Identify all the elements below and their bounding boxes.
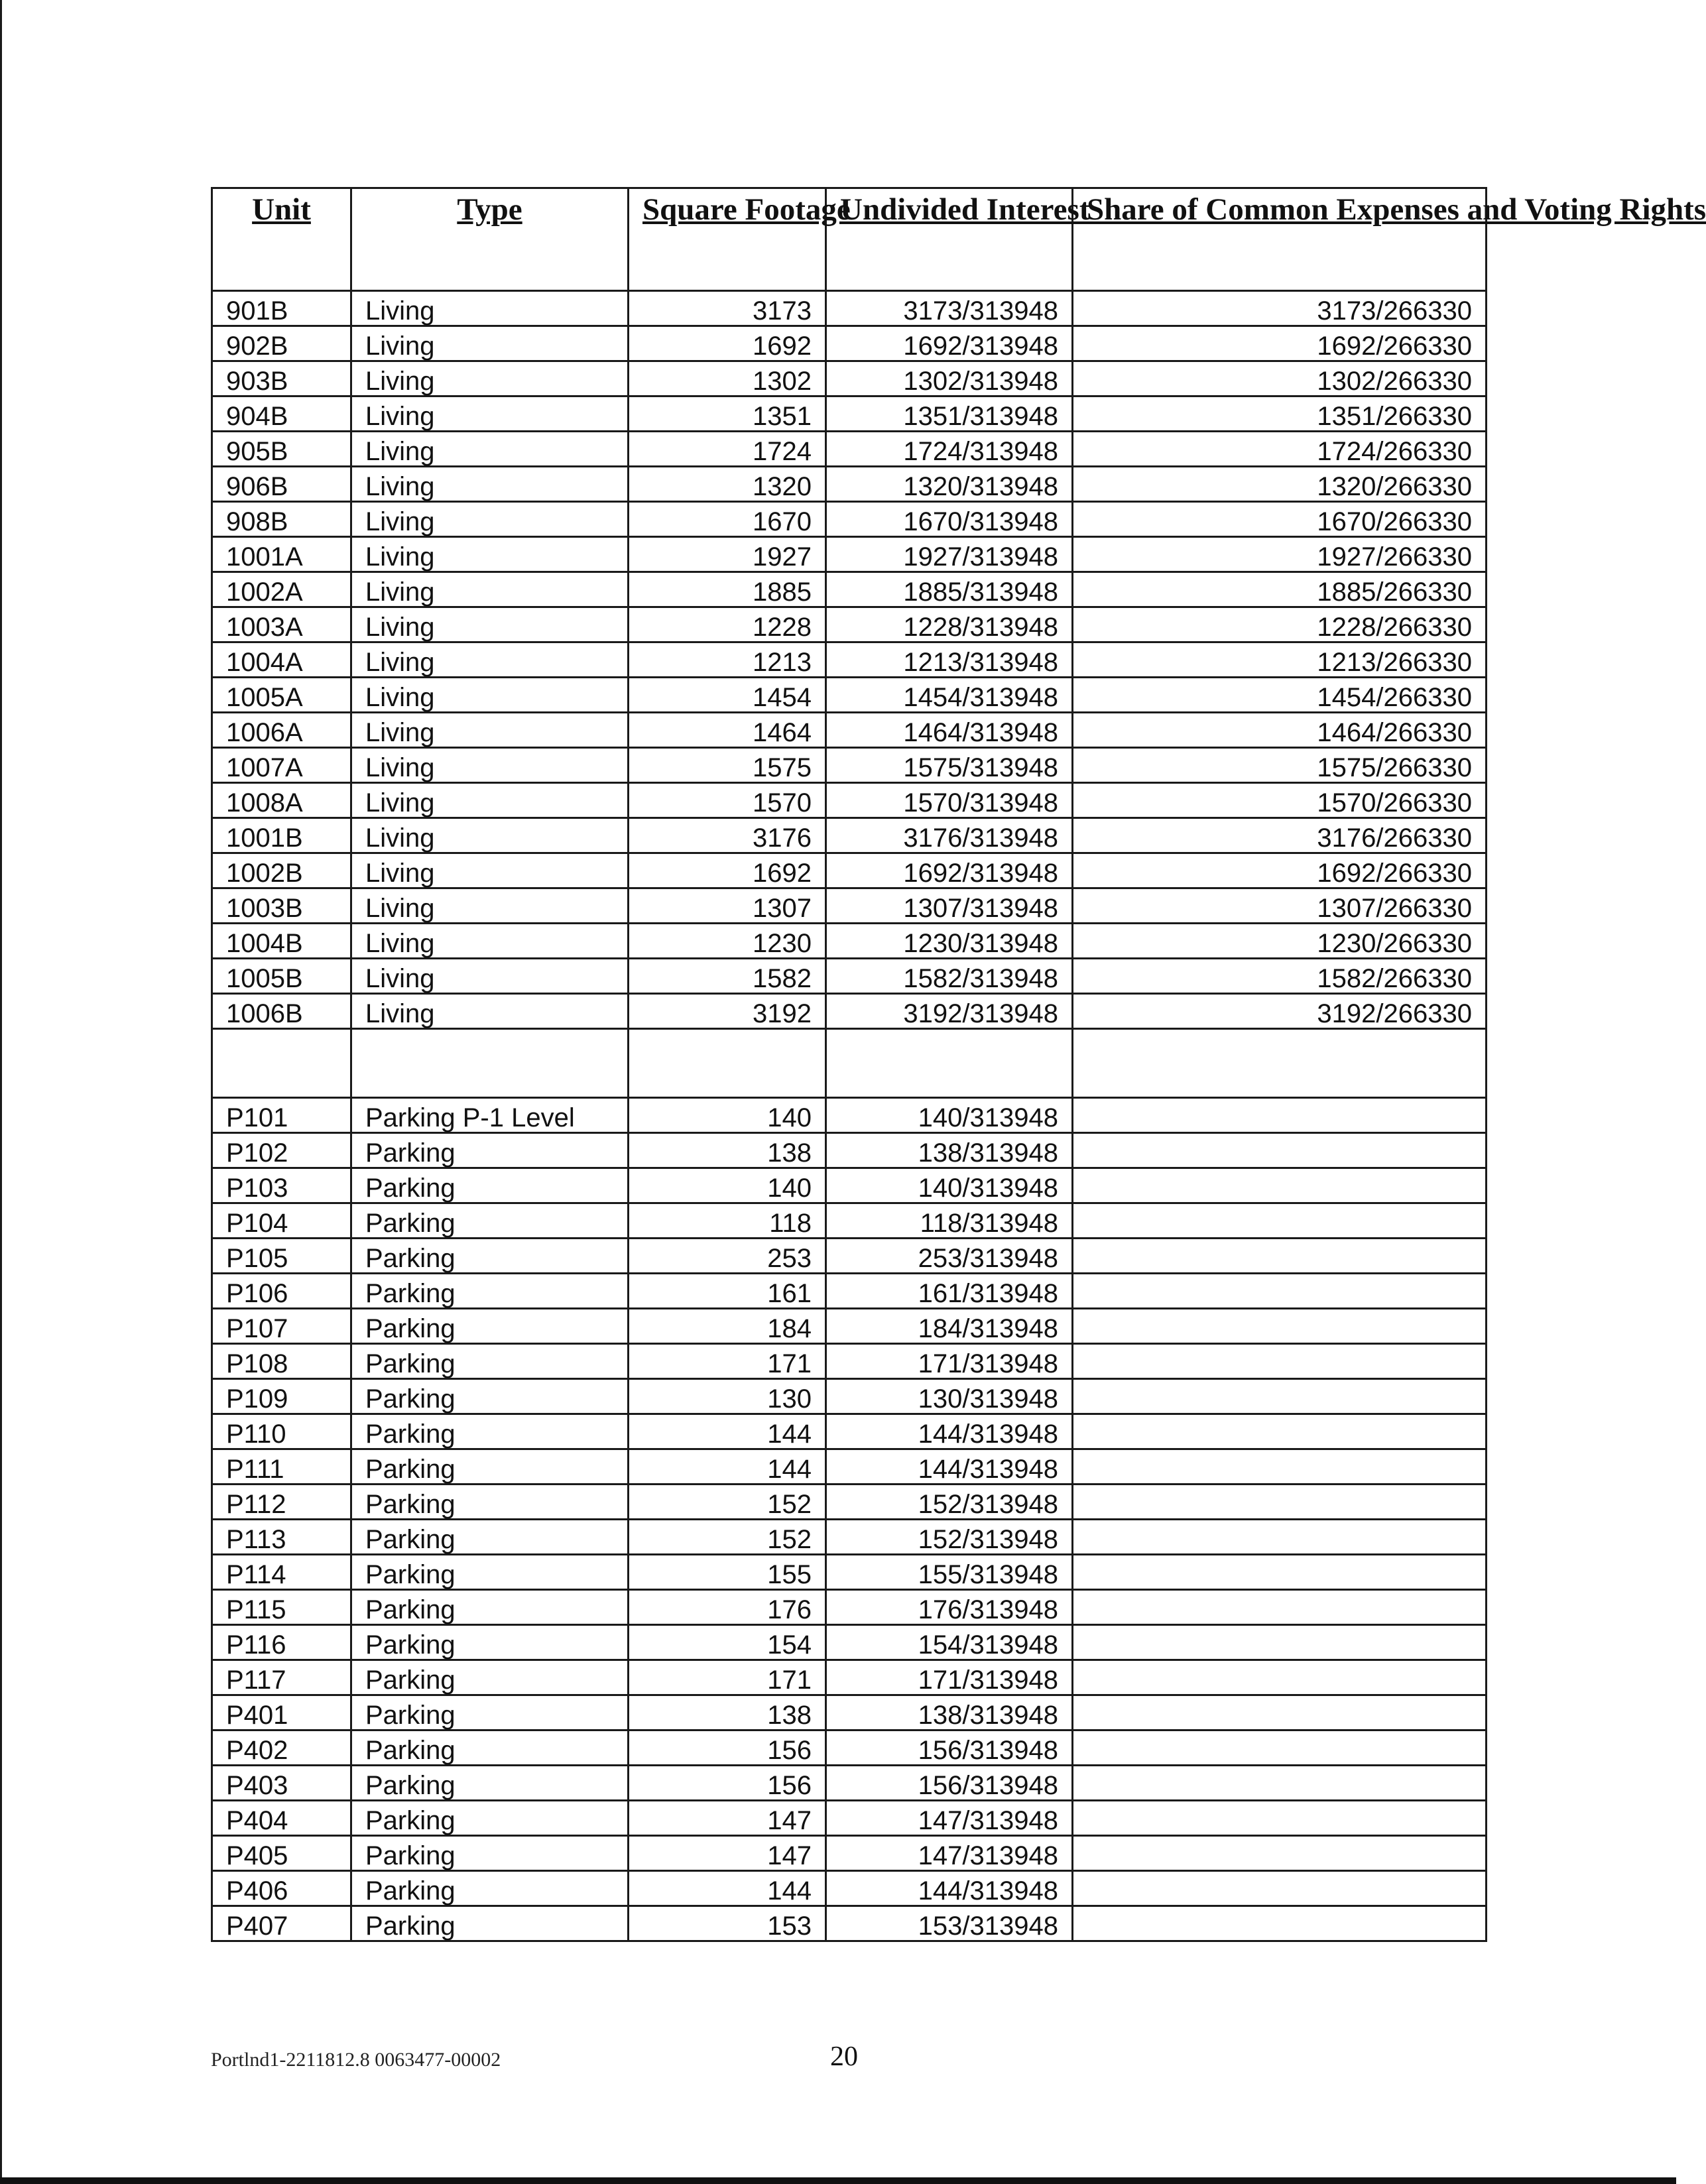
cell-share	[1073, 1555, 1487, 1590]
cell-unit: 903B	[212, 361, 351, 396]
cell-undivided-interest: 1692/313948	[826, 326, 1073, 361]
table-row	[212, 642, 1487, 678]
scan-left-border	[0, 0, 2, 2184]
cell-share	[1073, 1660, 1487, 1695]
cell-type: Parking	[351, 1133, 629, 1168]
cell-share: 1307/266330	[1073, 888, 1487, 924]
table-row	[212, 361, 1487, 396]
cell-unit: P405	[212, 1836, 351, 1871]
cell-unit: P402	[212, 1730, 351, 1766]
cell-undivided-interest: 140/313948	[826, 1168, 1073, 1203]
cell-undivided-interest: 156/313948	[826, 1766, 1073, 1801]
cell-unit: P105	[212, 1239, 351, 1274]
cell-type: Living	[351, 642, 629, 678]
cell-unit: P101	[212, 1098, 351, 1133]
cell-share: 1570/266330	[1073, 783, 1487, 818]
cell-share: 1454/266330	[1073, 678, 1487, 713]
cell-unit: 1007A	[212, 748, 351, 783]
cell-share: 1351/266330	[1073, 396, 1487, 432]
cell-undivided-interest: 144/313948	[826, 1871, 1073, 1906]
table-row	[212, 1730, 1487, 1766]
cell-unit: P104	[212, 1203, 351, 1239]
table-row	[212, 607, 1487, 642]
cell-unit: 1005A	[212, 678, 351, 713]
header-share-common-expenses: Share of Common Expenses and Voting Rights	[1073, 188, 1487, 291]
cell-square-footage: 3192	[629, 994, 826, 1029]
cell-undivided-interest: 154/313948	[826, 1625, 1073, 1660]
cell-undivided-interest: 1302/313948	[826, 361, 1073, 396]
cell-type: Living	[351, 713, 629, 748]
cell-unit: 1001B	[212, 818, 351, 853]
cell-undivided-interest: 118/313948	[826, 1203, 1073, 1239]
header-undivided-interest: Undivided Interest	[826, 188, 1073, 291]
cell-square-footage: 138	[629, 1695, 826, 1730]
cell-share	[1073, 1485, 1487, 1520]
cell-share: 1302/266330	[1073, 361, 1487, 396]
cell-unit: P106	[212, 1274, 351, 1309]
cell-share: 1927/266330	[1073, 537, 1487, 572]
cell-unit: P107	[212, 1309, 351, 1344]
cell-square-footage: 1454	[629, 678, 826, 713]
cell-undivided-interest: 153/313948	[826, 1906, 1073, 1941]
cell-undivided-interest: 253/313948	[826, 1239, 1073, 1274]
table-row	[212, 432, 1487, 467]
cell-undivided-interest: 3173/313948	[826, 291, 1073, 326]
cell-type: Living	[351, 959, 629, 994]
cell-undivided-interest: 138/313948	[826, 1133, 1073, 1168]
page-number: 20	[830, 2041, 858, 2072]
cell-unit: P404	[212, 1801, 351, 1836]
cell-undivided-interest: 140/313948	[826, 1098, 1073, 1133]
cell-unit: P115	[212, 1590, 351, 1625]
cell-share	[1073, 1730, 1487, 1766]
cell-share	[1073, 1203, 1487, 1239]
cell-undivided-interest: 184/313948	[826, 1309, 1073, 1344]
cell-unit: P103	[212, 1168, 351, 1203]
cell-unit: P110	[212, 1414, 351, 1449]
cell-square-footage: 144	[629, 1871, 826, 1906]
table-row	[212, 678, 1487, 713]
cell-share: 1230/266330	[1073, 924, 1487, 959]
table-header-row	[212, 188, 1487, 291]
table-row	[212, 326, 1487, 361]
cell-undivided-interest: 1351/313948	[826, 396, 1073, 432]
cell-share	[1073, 1836, 1487, 1871]
living-units-body	[212, 291, 1487, 1029]
cell-type: Living	[351, 326, 629, 361]
cell-undivided-interest: 1228/313948	[826, 607, 1073, 642]
cell-square-footage: 140	[629, 1168, 826, 1203]
cell-unit: P114	[212, 1555, 351, 1590]
cell-unit: 1004A	[212, 642, 351, 678]
cell-type: Parking	[351, 1590, 629, 1625]
cell-type: Parking	[351, 1203, 629, 1239]
cell-square-footage: 1692	[629, 326, 826, 361]
cell-share	[1073, 1590, 1487, 1625]
table-row	[212, 1660, 1487, 1695]
cell-square-footage: 176	[629, 1590, 826, 1625]
cell-share	[1073, 1906, 1487, 1941]
table-row	[212, 1133, 1487, 1168]
cell-type: Parking	[351, 1660, 629, 1695]
cell-square-footage: 1351	[629, 396, 826, 432]
cell-share	[1073, 1449, 1487, 1485]
table-row	[212, 853, 1487, 888]
cell-square-footage: 1464	[629, 713, 826, 748]
table-row	[212, 537, 1487, 572]
table-row	[212, 713, 1487, 748]
table-row	[212, 1871, 1487, 1906]
cell-type: Parking	[351, 1625, 629, 1660]
cell-square-footage: 3173	[629, 291, 826, 326]
cell-undivided-interest: 130/313948	[826, 1379, 1073, 1414]
cell-square-footage: 138	[629, 1133, 826, 1168]
table-row	[212, 1449, 1487, 1485]
cell-unit: 901B	[212, 291, 351, 326]
cell-unit: 1003B	[212, 888, 351, 924]
cell-type: Parking	[351, 1801, 629, 1836]
cell-undivided-interest: 1724/313948	[826, 432, 1073, 467]
cell-unit: P102	[212, 1133, 351, 1168]
cell-share: 1692/266330	[1073, 853, 1487, 888]
cell-type: Living	[351, 537, 629, 572]
cell-square-footage: 147	[629, 1801, 826, 1836]
cell-square-footage: 153	[629, 1906, 826, 1941]
cell-share: 3173/266330	[1073, 291, 1487, 326]
cell-type: Living	[351, 607, 629, 642]
scan-bottom-border	[0, 2177, 1676, 2184]
table-row	[212, 748, 1487, 783]
cell-share: 3192/266330	[1073, 994, 1487, 1029]
table-row	[212, 1695, 1487, 1730]
cell-undivided-interest: 161/313948	[826, 1274, 1073, 1309]
cell-square-footage: 1570	[629, 783, 826, 818]
cell-unit: 902B	[212, 326, 351, 361]
table-row	[212, 1239, 1487, 1274]
table-row	[212, 1098, 1487, 1133]
cell-square-footage: 156	[629, 1766, 826, 1801]
cell-unit: P407	[212, 1906, 351, 1941]
table-row	[212, 1168, 1487, 1203]
cell-share: 1885/266330	[1073, 572, 1487, 607]
cell-unit: 1006B	[212, 994, 351, 1029]
cell-type: Parking	[351, 1414, 629, 1449]
cell-undivided-interest: 1213/313948	[826, 642, 1073, 678]
table-row	[212, 783, 1487, 818]
cell-unit: 1002B	[212, 853, 351, 888]
cell-square-footage: 171	[629, 1660, 826, 1695]
cell-type: Parking	[351, 1344, 629, 1379]
table-row	[212, 1414, 1487, 1449]
table-row	[212, 1906, 1487, 1941]
cell-type: Living	[351, 467, 629, 502]
table-row	[212, 818, 1487, 853]
cell-square-footage: 152	[629, 1520, 826, 1555]
cell-share: 1213/266330	[1073, 642, 1487, 678]
cell-undivided-interest: 1670/313948	[826, 502, 1073, 537]
cell-share: 1724/266330	[1073, 432, 1487, 467]
cell-unit: 1003A	[212, 607, 351, 642]
cell-share: 1464/266330	[1073, 713, 1487, 748]
table-row	[212, 1520, 1487, 1555]
cell-share	[1073, 1133, 1487, 1168]
cell-share: 1320/266330	[1073, 467, 1487, 502]
cell-square-footage: 171	[629, 1344, 826, 1379]
cell-type: Living	[351, 888, 629, 924]
cell-unit: 904B	[212, 396, 351, 432]
cell-share	[1073, 1871, 1487, 1906]
cell-undivided-interest: 176/313948	[826, 1590, 1073, 1625]
cell-unit: P116	[212, 1625, 351, 1660]
cell-share	[1073, 1239, 1487, 1274]
cell-square-footage: 154	[629, 1625, 826, 1660]
cell-undivided-interest: 1230/313948	[826, 924, 1073, 959]
cell-square-footage: 1724	[629, 432, 826, 467]
cell-type: Parking	[351, 1449, 629, 1485]
cell-share	[1073, 1274, 1487, 1309]
cell-undivided-interest: 155/313948	[826, 1555, 1073, 1590]
table-row	[212, 1485, 1487, 1520]
cell-type: Living	[351, 748, 629, 783]
cell-square-footage: 1302	[629, 361, 826, 396]
table-row	[212, 1625, 1487, 1660]
cell-unit: 906B	[212, 467, 351, 502]
cell-undivided-interest: 144/313948	[826, 1414, 1073, 1449]
table-row	[212, 994, 1487, 1029]
table-row	[212, 1274, 1487, 1309]
cell-unit: 1008A	[212, 783, 351, 818]
cell-undivided-interest: 1582/313948	[826, 959, 1073, 994]
cell-unit: P403	[212, 1766, 351, 1801]
cell-type: Living	[351, 502, 629, 537]
cell-share	[1073, 1625, 1487, 1660]
cell-square-footage: 1692	[629, 853, 826, 888]
cell-square-footage: 1670	[629, 502, 826, 537]
cell-type: Parking P-1 Level	[351, 1098, 629, 1133]
spacer-row	[212, 1029, 1487, 1098]
header-square-footage: Square Footage	[629, 188, 826, 291]
cell-type: Parking	[351, 1730, 629, 1766]
cell-type: Living	[351, 291, 629, 326]
cell-undivided-interest: 1464/313948	[826, 713, 1073, 748]
cell-undivided-interest: 171/313948	[826, 1344, 1073, 1379]
cell-type: Living	[351, 572, 629, 607]
table-row	[212, 467, 1487, 502]
cell-square-footage: 1575	[629, 748, 826, 783]
cell-type: Parking	[351, 1379, 629, 1414]
cell-undivided-interest: 1307/313948	[826, 888, 1073, 924]
cell-undivided-interest: 1454/313948	[826, 678, 1073, 713]
cell-square-footage: 147	[629, 1836, 826, 1871]
cell-share: 1575/266330	[1073, 748, 1487, 783]
cell-square-footage: 156	[629, 1730, 826, 1766]
cell-undivided-interest: 3176/313948	[826, 818, 1073, 853]
cell-square-footage: 253	[629, 1239, 826, 1274]
cell-undivided-interest: 147/313948	[826, 1836, 1073, 1871]
table-row	[212, 502, 1487, 537]
table-row	[212, 924, 1487, 959]
cell-square-footage: 1213	[629, 642, 826, 678]
cell-square-footage: 1307	[629, 888, 826, 924]
table-row	[212, 1555, 1487, 1590]
cell-type: Parking	[351, 1836, 629, 1871]
cell-square-footage: 130	[629, 1379, 826, 1414]
cell-undivided-interest: 1885/313948	[826, 572, 1073, 607]
cell-type: Parking	[351, 1906, 629, 1941]
cell-undivided-interest: 1692/313948	[826, 853, 1073, 888]
cell-type: Parking	[351, 1871, 629, 1906]
cell-type: Parking	[351, 1555, 629, 1590]
cell-share	[1073, 1309, 1487, 1344]
cell-undivided-interest: 156/313948	[826, 1730, 1073, 1766]
cell-type: Living	[351, 994, 629, 1029]
cell-undivided-interest: 152/313948	[826, 1520, 1073, 1555]
cell-unit: P117	[212, 1660, 351, 1695]
cell-share	[1073, 1168, 1487, 1203]
cell-square-footage: 184	[629, 1309, 826, 1344]
cell-square-footage: 1885	[629, 572, 826, 607]
table-row	[212, 396, 1487, 432]
cell-type: Living	[351, 924, 629, 959]
cell-share	[1073, 1098, 1487, 1133]
cell-unit: P112	[212, 1485, 351, 1520]
cell-undivided-interest: 152/313948	[826, 1485, 1073, 1520]
cell-share	[1073, 1414, 1487, 1449]
cell-share	[1073, 1766, 1487, 1801]
cell-square-footage: 1582	[629, 959, 826, 994]
cell-share: 1670/266330	[1073, 502, 1487, 537]
cell-share	[1073, 1695, 1487, 1730]
cell-type: Parking	[351, 1274, 629, 1309]
cell-type: Parking	[351, 1239, 629, 1274]
cell-undivided-interest: 1927/313948	[826, 537, 1073, 572]
cell-unit: 1004B	[212, 924, 351, 959]
cell-unit: P111	[212, 1449, 351, 1485]
cell-type: Living	[351, 853, 629, 888]
table-row	[212, 1203, 1487, 1239]
table-row	[212, 1590, 1487, 1625]
cell-share	[1073, 1379, 1487, 1414]
cell-type: Parking	[351, 1485, 629, 1520]
cell-share: 1228/266330	[1073, 607, 1487, 642]
table-row	[212, 1379, 1487, 1414]
cell-type: Living	[351, 678, 629, 713]
cell-undivided-interest: 1570/313948	[826, 783, 1073, 818]
cell-type: Parking	[351, 1520, 629, 1555]
cell-unit: P113	[212, 1520, 351, 1555]
table-row	[212, 1801, 1487, 1836]
cell-unit: P109	[212, 1379, 351, 1414]
cell-square-footage: 118	[629, 1203, 826, 1239]
table-row	[212, 572, 1487, 607]
cell-square-footage: 3176	[629, 818, 826, 853]
cell-type: Living	[351, 396, 629, 432]
table-row	[212, 888, 1487, 924]
cell-unit: P108	[212, 1344, 351, 1379]
cell-square-footage: 1228	[629, 607, 826, 642]
table-row	[212, 1766, 1487, 1801]
cell-undivided-interest: 144/313948	[826, 1449, 1073, 1485]
cell-type: Living	[351, 818, 629, 853]
cell-unit: 905B	[212, 432, 351, 467]
cell-unit: 1005B	[212, 959, 351, 994]
cell-square-footage: 161	[629, 1274, 826, 1309]
cell-undivided-interest: 1575/313948	[826, 748, 1073, 783]
cell-unit: 908B	[212, 502, 351, 537]
cell-share	[1073, 1801, 1487, 1836]
cell-type: Parking	[351, 1309, 629, 1344]
cell-unit: P406	[212, 1871, 351, 1906]
cell-type: Living	[351, 361, 629, 396]
cell-undivided-interest: 147/313948	[826, 1801, 1073, 1836]
cell-share: 1692/266330	[1073, 326, 1487, 361]
cell-share: 3176/266330	[1073, 818, 1487, 853]
cell-square-footage: 155	[629, 1555, 826, 1590]
cell-type: Parking	[351, 1168, 629, 1203]
cell-unit: 1006A	[212, 713, 351, 748]
table-row	[212, 1344, 1487, 1379]
unit-allocation-table	[211, 187, 1706, 1942]
cell-square-footage: 144	[629, 1449, 826, 1485]
cell-undivided-interest: 138/313948	[826, 1695, 1073, 1730]
table-row	[212, 291, 1487, 326]
cell-share: 1582/266330	[1073, 959, 1487, 994]
cell-type: Parking	[351, 1695, 629, 1730]
cell-type: Parking	[351, 1766, 629, 1801]
document-reference: Portlnd1-2211812.8 0063477-00002	[211, 2049, 501, 2071]
table-row	[212, 1836, 1487, 1871]
cell-square-footage: 140	[629, 1098, 826, 1133]
cell-unit: P401	[212, 1695, 351, 1730]
cell-share	[1073, 1344, 1487, 1379]
cell-type: Living	[351, 432, 629, 467]
table-spacer	[212, 1029, 1487, 1098]
cell-square-footage: 1927	[629, 537, 826, 572]
cell-type: Living	[351, 783, 629, 818]
cell-unit: 1001A	[212, 537, 351, 572]
cell-square-footage: 1230	[629, 924, 826, 959]
cell-square-footage: 1320	[629, 467, 826, 502]
table-row	[212, 959, 1487, 994]
cell-undivided-interest: 171/313948	[826, 1660, 1073, 1695]
cell-unit: 1002A	[212, 572, 351, 607]
parking-units-body	[212, 1098, 1487, 1941]
cell-share	[1073, 1520, 1487, 1555]
cell-square-footage: 144	[629, 1414, 826, 1449]
cell-undivided-interest: 3192/313948	[826, 994, 1073, 1029]
header-type: Type	[351, 188, 629, 291]
header-unit: Unit	[212, 188, 351, 291]
cell-square-footage: 152	[629, 1485, 826, 1520]
table-row	[212, 1309, 1487, 1344]
cell-undivided-interest: 1320/313948	[826, 467, 1073, 502]
